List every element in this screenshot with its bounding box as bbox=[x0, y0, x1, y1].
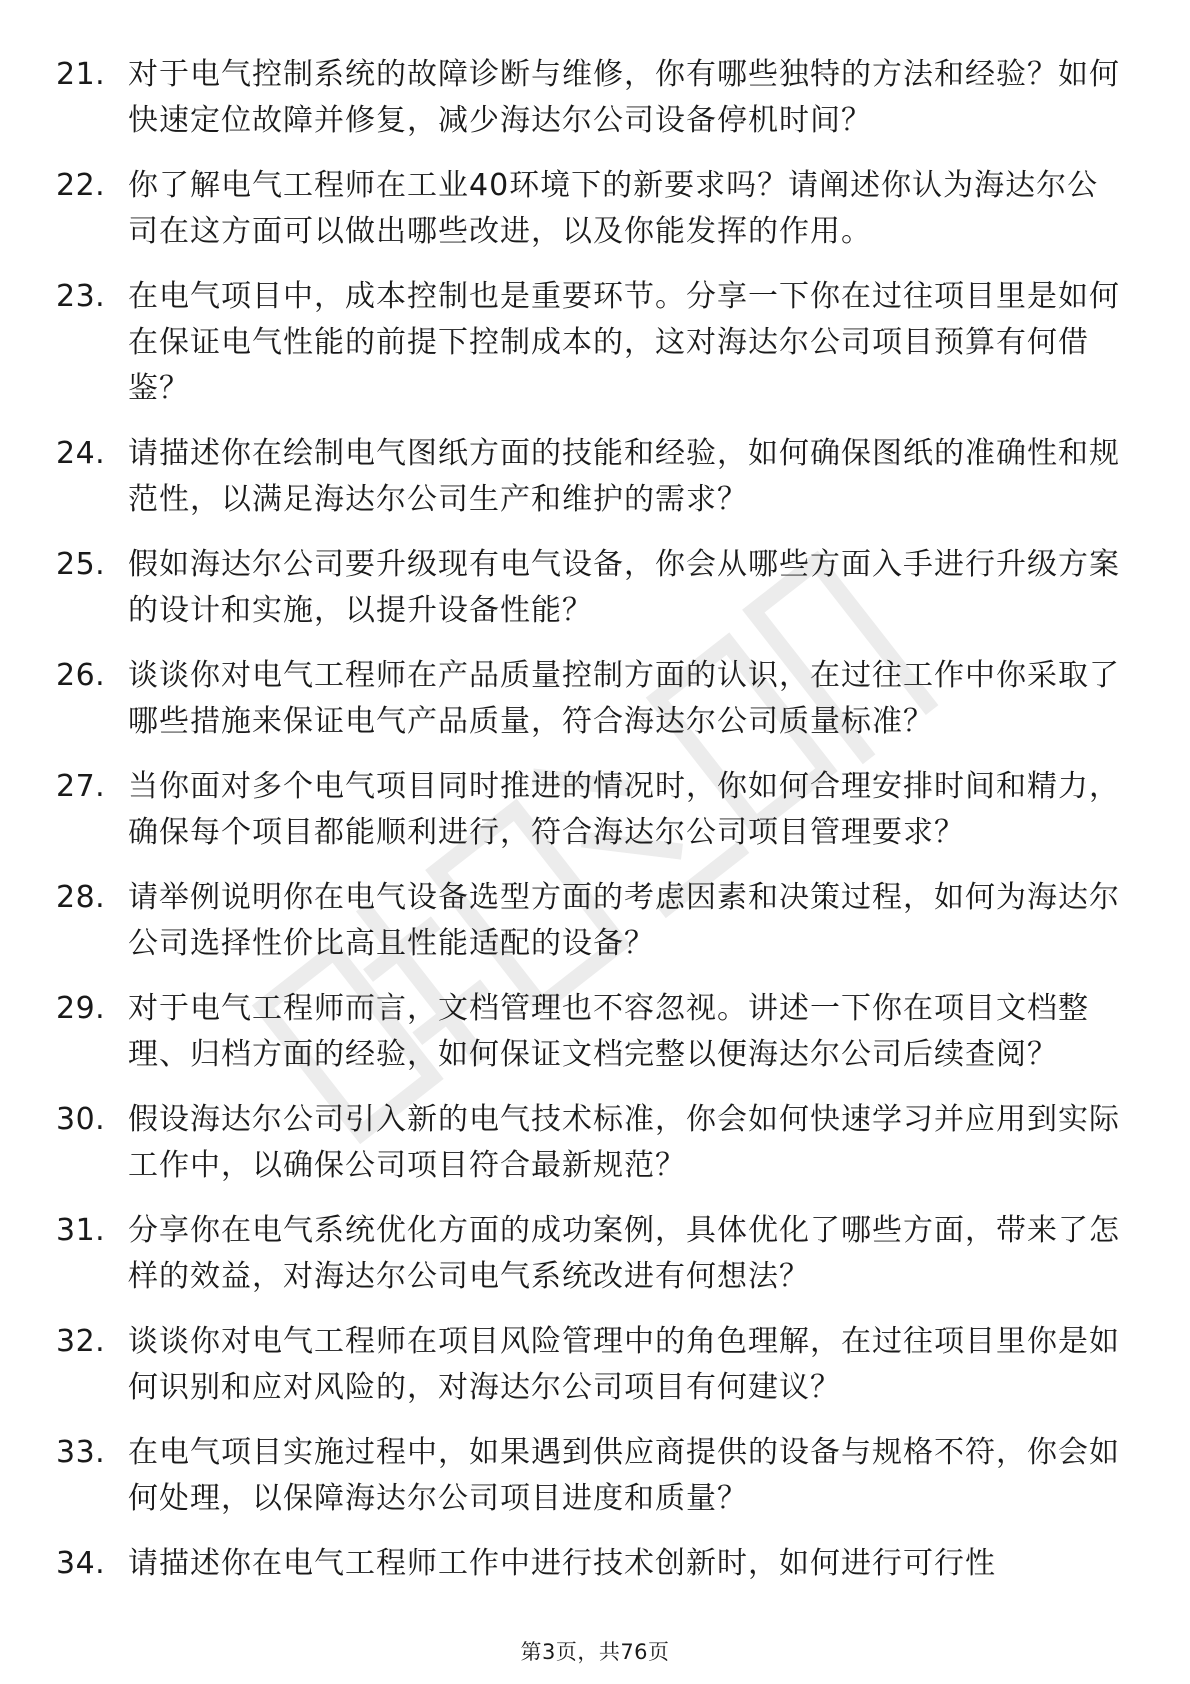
question-item bbox=[0, 1430, 1190, 1522]
question-number: 31. bbox=[56, 1213, 106, 1248]
question-text: 在电气项目实施过程中，如果遇到供应商提供的设备与规格不符，你会如何处理，以保障海达尔公司项目进度和质量？ bbox=[128, 1435, 1120, 1516]
question-text: 分享你在电气系统优化方面的成功案例，具体优化了哪些方面，带来了怎样的效益，对海达尔公司电气系统改进有何想法？ bbox=[128, 1213, 1120, 1294]
question-text: 你了解电气工程师在工业40环境下的新要求吗？请阐述你认为海达尔公司在这方面可以做出哪些改进，以及你能发挥的作用。 bbox=[128, 168, 1099, 249]
question-item bbox=[0, 1541, 1190, 1587]
question-number: 22. bbox=[56, 168, 106, 203]
question-item bbox=[0, 1208, 1190, 1300]
question-item bbox=[0, 653, 1190, 745]
question-text: 请描述你在电气工程师工作中进行技术创新时，如何进行可行性 bbox=[128, 1546, 996, 1581]
question-text: 谈谈你对电气工程师在项目风险管理中的角色理解，在过往项目里你是如何识别和应对风险的，对海达尔公司项目有何建议？ bbox=[128, 1324, 1120, 1405]
question-text: 假如海达尔公司要升级现有电气设备，你会从哪些方面入手进行升级方案的设计和实施，以提升设备性能？ bbox=[128, 547, 1120, 628]
question-text: 对于电气控制系统的故障诊断与维修，你有哪些独特的方法和经验？如何快速定位故障并修复，减少海达尔公司设备停机时间？ bbox=[128, 57, 1120, 138]
question-item bbox=[0, 1319, 1190, 1411]
question-list bbox=[0, 52, 1190, 1606]
question-number: 26. bbox=[56, 658, 106, 693]
question-number: 29. bbox=[56, 991, 106, 1026]
question-number: 33. bbox=[56, 1435, 106, 1470]
question-text: 当你面对多个电气项目同时推进的情况时，你如何合理安排时间和精力，确保每个项目都能顺利进行，符合海达尔公司项目管理要求？ bbox=[128, 769, 1120, 850]
question-text: 请描述你在绘制电气图纸方面的技能和经验，如何确保图纸的准确性和规范性，以满足海达尔公司生产和维护的需求？ bbox=[128, 436, 1120, 517]
question-number: 28. bbox=[56, 880, 106, 915]
question-text: 谈谈你对电气工程师在产品质量控制方面的认识，在过往工作中你采取了哪些措施来保证电气产品质量，符合海达尔公司质量标准？ bbox=[128, 658, 1120, 739]
question-number: 27. bbox=[56, 769, 106, 804]
question-number: 25. bbox=[56, 547, 106, 582]
question-item bbox=[0, 1097, 1190, 1189]
question-number: 34. bbox=[56, 1546, 106, 1581]
question-item bbox=[0, 274, 1190, 412]
question-text: 对于电气工程师而言，文档管理也不容忽视。讲述一下你在项目文档整理、归档方面的经验，如何保证文档完整以便海达尔公司后续查阅？ bbox=[128, 991, 1089, 1072]
question-text: 在电气项目中，成本控制也是重要环节。分享一下你在过往项目里是如何在保证电气性能的前提下控制成本的，这对海达尔公司项目预算有何借鉴？ bbox=[128, 279, 1120, 406]
question-item bbox=[0, 431, 1190, 523]
question-item bbox=[0, 764, 1190, 856]
question-item bbox=[0, 163, 1190, 255]
page-footer: 第3页，共76页 bbox=[520, 1640, 670, 1664]
question-text: 请举例说明你在电气设备选型方面的考虑因素和决策过程，如何为海达尔公司选择性价比高且性能适配的设备？ bbox=[128, 880, 1120, 961]
question-number: 23. bbox=[56, 279, 106, 314]
question-item bbox=[0, 986, 1190, 1078]
question-number: 21. bbox=[56, 57, 106, 92]
question-number: 32. bbox=[56, 1324, 106, 1359]
question-number: 30. bbox=[56, 1102, 106, 1137]
question-text: 假设海达尔公司引入新的电气技术标准，你会如何快速学习并应用到实际工作中，以确保公司项目符合最新规范？ bbox=[128, 1102, 1120, 1183]
question-item bbox=[0, 542, 1190, 634]
question-item bbox=[0, 52, 1190, 144]
question-item bbox=[0, 875, 1190, 967]
question-number: 24. bbox=[56, 436, 106, 471]
